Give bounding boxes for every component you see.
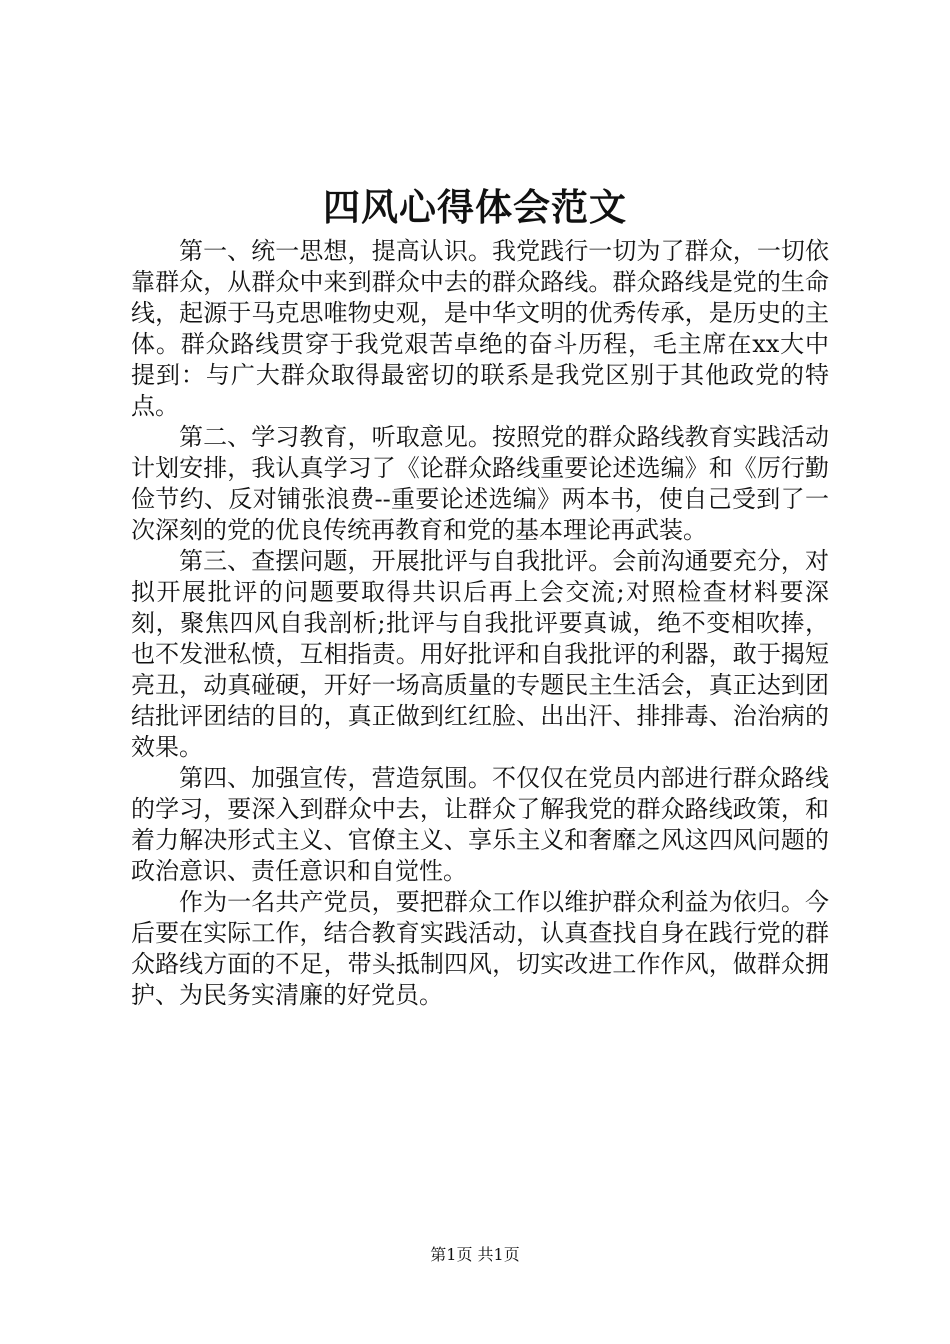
paragraph-2: 第二、学习教育，听取意见。按照党的群众路线教育实践活动计划安排，我认真学习了《论群众路线重要论述选编》和《厉行勤俭节约、反对铺张浪费--重要论述选编》两本书，使自己受到了一次深刻的党的优良传统再教育和党的基本理论再武装。 <box>131 423 829 544</box>
paragraph-3: 第三、查摆问题，开展批评与自我批评。会前沟通要充分，对拟开展批评的问题要取得共识后再上会交流;对照检查材料要深刻，聚焦四风自我剖析;批评与自我批评要真诚，绝不变相吹捧，也不发泄私愤，互相指责。用好批评和自我批评的利器，敢于揭短亮丑，动真碰硬，开好一场高质量的专题民主生活会，真正达到团结批评团结的目的，真正做到红红脸、出出汗、排排毒、治治病的效果。 <box>131 547 829 761</box>
paragraph-5: 作为一名共产党员，要把群众工作以维护群众利益为依归。今后要在实际工作，结合教育实践活动，认真查找自身在践行党的群众路线方面的不足，带头抵制四风，切实改进工作作风，做群众拥护、为民务实清廉的好党员。 <box>131 888 829 1009</box>
paragraph-4: 第四、加强宣传，营造氛围。不仅仅在党员内部进行群众路线的学习，要深入到群众中去，让群众了解我党的群众路线政策，和着力解决形式主义、官僚主义、享乐主义和奢靡之风这四风问题的政治意识、责任意识和自觉性。 <box>131 764 829 885</box>
document-body <box>131 236 829 1011</box>
page-number-footer: 第1页 共1页 <box>430 1245 520 1264</box>
paragraph-1: 第一、统一思想，提高认识。我党践行一切为了群众，一切依靠群众，从群众中来到群众中去的群众路线。群众路线是党的生命线，起源于马克思唯物史观，是中华文明的优秀传承，是历史的主体。群众路线贯穿于我党艰苦卓绝的奋斗历程，毛主席在xx大中提到：与广大群众取得最密切的联系是我党区别于其他政党的特点。 <box>131 237 829 420</box>
document-title: 四风心得体会范文 <box>323 185 627 229</box>
